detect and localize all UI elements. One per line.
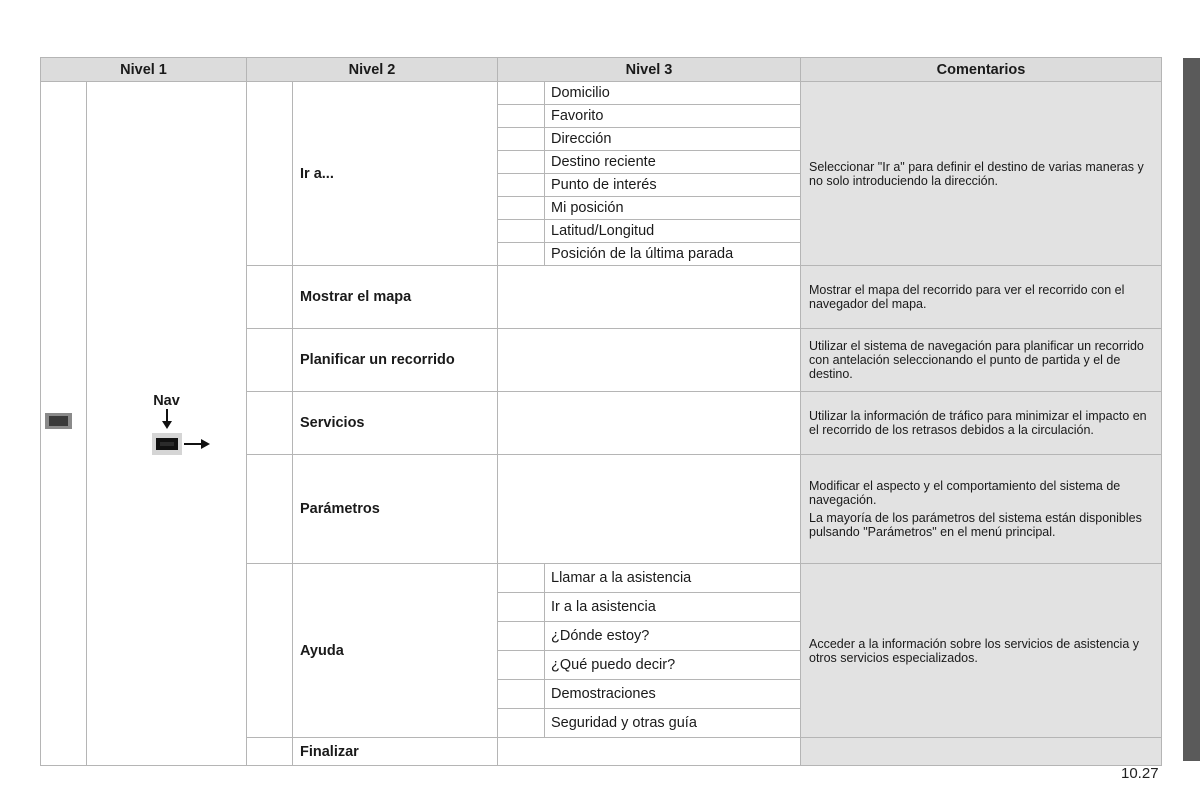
arrow-down-icon [161, 409, 173, 429]
level2-planificar-recorrido: Planificar un recorrido [293, 329, 498, 392]
comment-parametros [801, 455, 1162, 564]
table-header-row [41, 58, 1162, 82]
nav-label: Nav [153, 392, 180, 409]
comment-parametros-line-2: La mayoría de los parámetros del sistema están disponibles pulsando "Parámetros" en el menú principal. [809, 511, 1142, 539]
level2-ayuda: Ayuda [293, 564, 498, 738]
level2-finalizar: Finalizar [293, 738, 498, 766]
level3-posicion-ultima-parada: Posición de la última parada [545, 243, 801, 266]
level2-mostrar-el-mapa: Mostrar el mapa [293, 266, 498, 329]
level1-nav-cell [87, 82, 247, 766]
level3-que-puedo-decir: ¿Qué puedo decir? [545, 651, 801, 680]
level3-donde-estoy: ¿Dónde estoy? [545, 622, 801, 651]
comment-servicios: Utilizar la información de tráfico para minimizar el impacto en el recorrido de los retrasos debidos a la circulación. [801, 392, 1162, 455]
level3-seguridad: Seguridad y otras guía [545, 709, 801, 738]
comment-finalizar-empty [801, 738, 1162, 766]
level3-punto-de-interes: Punto de interés [545, 174, 801, 197]
comment-ir-a: Seleccionar "Ir a" para definir el destino de varias maneras y no solo introduciendo la dirección. [801, 82, 1162, 266]
header-nivel-1: Nivel 1 [41, 58, 247, 82]
level3-favorito: Favorito [545, 105, 801, 128]
level2-ir-a: Ir a... [293, 82, 498, 266]
arrow-right-icon [184, 438, 210, 450]
level3-llamar-asistencia: Llamar a la asistencia [545, 564, 801, 593]
page-number: 10.27 [1121, 765, 1159, 782]
comment-parametros-line-1: Modificar el aspecto y el comportamiento del sistema de navegación. [809, 479, 1121, 507]
level2-parametros: Parámetros [293, 455, 498, 564]
comment-ayuda: Acceder a la información sobre los servicios de asistencia y otros servicios especializados. [801, 564, 1162, 738]
chapter-side-tab [1183, 58, 1200, 761]
comment-planificar-recorrido: Utilizar el sistema de navegación para planificar un recorrido con antelación seleccionando el punto de partida y el de destino. [801, 329, 1162, 392]
level2-servicios: Servicios [293, 392, 498, 455]
nav-screen-thumbnail-icon [45, 413, 72, 429]
header-comentarios: Comentarios [801, 58, 1162, 82]
table-row [41, 82, 1162, 105]
header-nivel-2: Nivel 2 [247, 58, 498, 82]
level3-direccion: Dirección [545, 128, 801, 151]
level2-blank-cell [247, 564, 293, 738]
level3-demostraciones: Demostraciones [545, 680, 801, 709]
level1-thumbnail-cell [41, 82, 87, 766]
level3-ir-asistencia: Ir a la asistencia [545, 593, 801, 622]
comment-mostrar-el-mapa: Mostrar el mapa del recorrido para ver el recorrido con el navegador del mapa. [801, 266, 1162, 329]
level3-domicilio: Domicilio [545, 82, 801, 105]
level3-blank-cell [498, 82, 545, 105]
nav-screen-icon[interactable] [152, 433, 182, 455]
level3-mi-posicion: Mi posición [545, 197, 801, 220]
level3-destino-reciente: Destino reciente [545, 151, 801, 174]
navigation-menu-table [40, 57, 1162, 766]
level2-blank-cell [247, 82, 293, 266]
level3-latitud-longitud: Latitud/Longitud [545, 220, 801, 243]
header-nivel-3: Nivel 3 [498, 58, 801, 82]
